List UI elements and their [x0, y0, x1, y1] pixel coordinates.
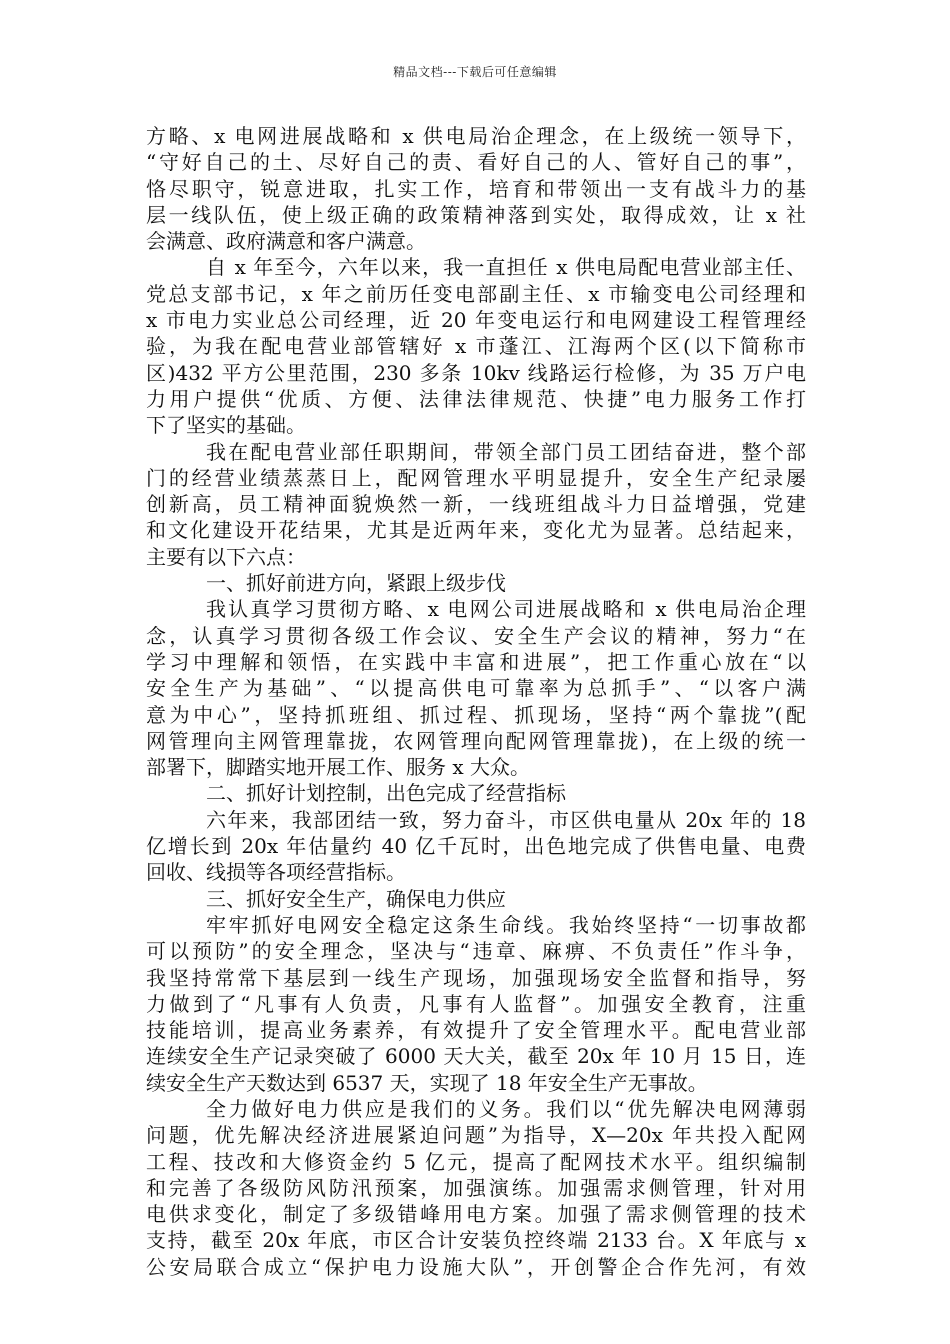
text-line: 支持，截至 20x 年底，市区合计安装负控终端 2133 台。X 年底与 x [146, 1228, 806, 1253]
text-line: 工程、技改和大修资金约 5 亿元，提高了配网技术水平。组织编制 [146, 1149, 806, 1174]
text-line: 二、抓好计划控制，出色完成了经营指标 [206, 781, 566, 806]
document-body [146, 123, 806, 1280]
text-line: 部署下，脚踏实地开展工作、服务 x 大众。 [146, 755, 530, 780]
text-line: 门的经营业绩蒸蒸日上，配网管理水平明显提升，安全生产纪录屡 [146, 465, 806, 490]
text-line: 党总支部书记，x 年之前历任变电部副主任、x 市输变电公司经理和 [146, 281, 806, 306]
text-line: 全力做好电力供应是我们的义务。我们以“优先解决电网薄弱 [206, 1096, 806, 1121]
text-line: 层一线队伍，使上级正确的政策精神落到实处，取得成效，让 x 社 [146, 202, 806, 227]
text-line: 连续安全生产记录突破了 6000 天大关，截至 20x 年 10 月 15 日，连 [146, 1044, 806, 1069]
text-line: 亿增长到 20x 年估量约 40 亿千瓦时，出色地完成了供售电量、电费 [146, 834, 806, 859]
page-header: 精品文档---下载后可任意编辑 [393, 65, 557, 79]
text-line: 创新高，员工精神面貌焕然一新，一线班组战斗力日益增强，党建 [146, 492, 806, 517]
text-line: 方略、x 电网进展战略和 x 供电局治企理念，在上级统一领导下， [146, 124, 806, 148]
text-line: 主要有以下六点： [146, 544, 306, 569]
text-line: 下了坚实的基础。 [146, 413, 306, 438]
text-line: 可以预防”的安全理念，坚决与“违章、麻痹、不负责任”作斗争， [146, 939, 806, 964]
text-line: 六年来，我部团结一致，努力奋斗，市区供电量从 20x 年的 18 [206, 807, 806, 832]
text-line: 安全生产为基础”、“以提高供电可靠率为总抓手”、“以客户满 [146, 676, 806, 701]
text-line: 电供求变化，制定了多级错峰用电方案。加强了需求侧管理的技术 [146, 1202, 806, 1227]
text-line: 技能培训，提高业务素养，有效提升了安全管理水平。配电营业部 [146, 1018, 806, 1043]
text-line: 问题，优先解决经济进展紧迫问题”为指导，X—20x 年共投入配网 [146, 1123, 806, 1148]
text-line: 一、抓好前进方向，紧跟上级步伐 [206, 571, 506, 596]
text-line: “守好自己的土、尽好自己的责、看好自己的人、管好自己的事”， [146, 150, 806, 175]
text-line: 我认真学习贯彻方略、x 电网公司进展战略和 x 供电局治企理 [206, 597, 806, 622]
text-line: 我坚持常常下基层到一线生产现场，加强现场安全监督和指导，努 [146, 965, 806, 990]
text-line: 回收、线损等各项经营指标。 [146, 860, 406, 885]
text-line: 念，认真学习贯彻各级工作会议、安全生产会议的精神，努力“在 [146, 623, 806, 648]
text-line: 和文化建设开花结果，尤其是近两年来，变化尤为显著。总结起来， [146, 518, 806, 543]
text-line: 恪尽职守，锐意进取，扎实工作，培育和带领出一支有战斗力的基 [146, 176, 806, 201]
text-line: 力用户提供“优质、方便、法律法律规范、快捷”电力服务工作打 [146, 386, 806, 411]
text-line: 验，为我在配电营业部管辖好 x 市蓬江、江海两个区(以下简称市 [146, 334, 806, 359]
text-line: 续安全生产天数达到 6537 天，实现了 18 年安全生产无事故。 [146, 1070, 708, 1095]
text-line: 自 x 年至今，六年以来，我一直担任 x 供电局配电营业部主任、 [206, 255, 806, 280]
text-line: x 市电力实业总公司经理，近 20 年变电运行和电网建设工程管理经 [146, 308, 806, 333]
text-line: 和完善了各级防风防汛预案，加强演练。加强需求侧管理，针对用 [146, 1175, 806, 1200]
text-line: 力做到了“凡事有人负责，凡事有人监督”。加强安全教育，注重 [146, 991, 806, 1016]
text-line: 区)432 平方公里范围，230 多条 10kv 线路运行检修，为 35 万户电 [146, 360, 806, 385]
text-line: 牢牢抓好电网安全稳定这条生命线。我始终坚持“一切事故都 [206, 912, 806, 937]
text-line: 我在配电营业部任职期间，带领全部门员工团结奋进，整个部 [206, 439, 806, 464]
text-line: 三、抓好安全生产，确保电力供应 [206, 886, 506, 911]
text-line: 网管理向主网管理靠拢，农网管理向配网管理靠拢)，在上级的统一 [146, 728, 806, 753]
text-line: 公安局联合成立“保护电力设施大队”，开创警企合作先河，有效 [146, 1254, 806, 1279]
text-line: 学习中理解和领悟，在实践中丰富和进展”，把工作重心放在“以 [146, 649, 806, 674]
text-line: 会满意、政府满意和客户满意。 [146, 229, 426, 254]
text-line: 意为中心”，坚持抓班组、抓过程、抓现场，坚持“两个靠拢”(配 [146, 702, 806, 727]
